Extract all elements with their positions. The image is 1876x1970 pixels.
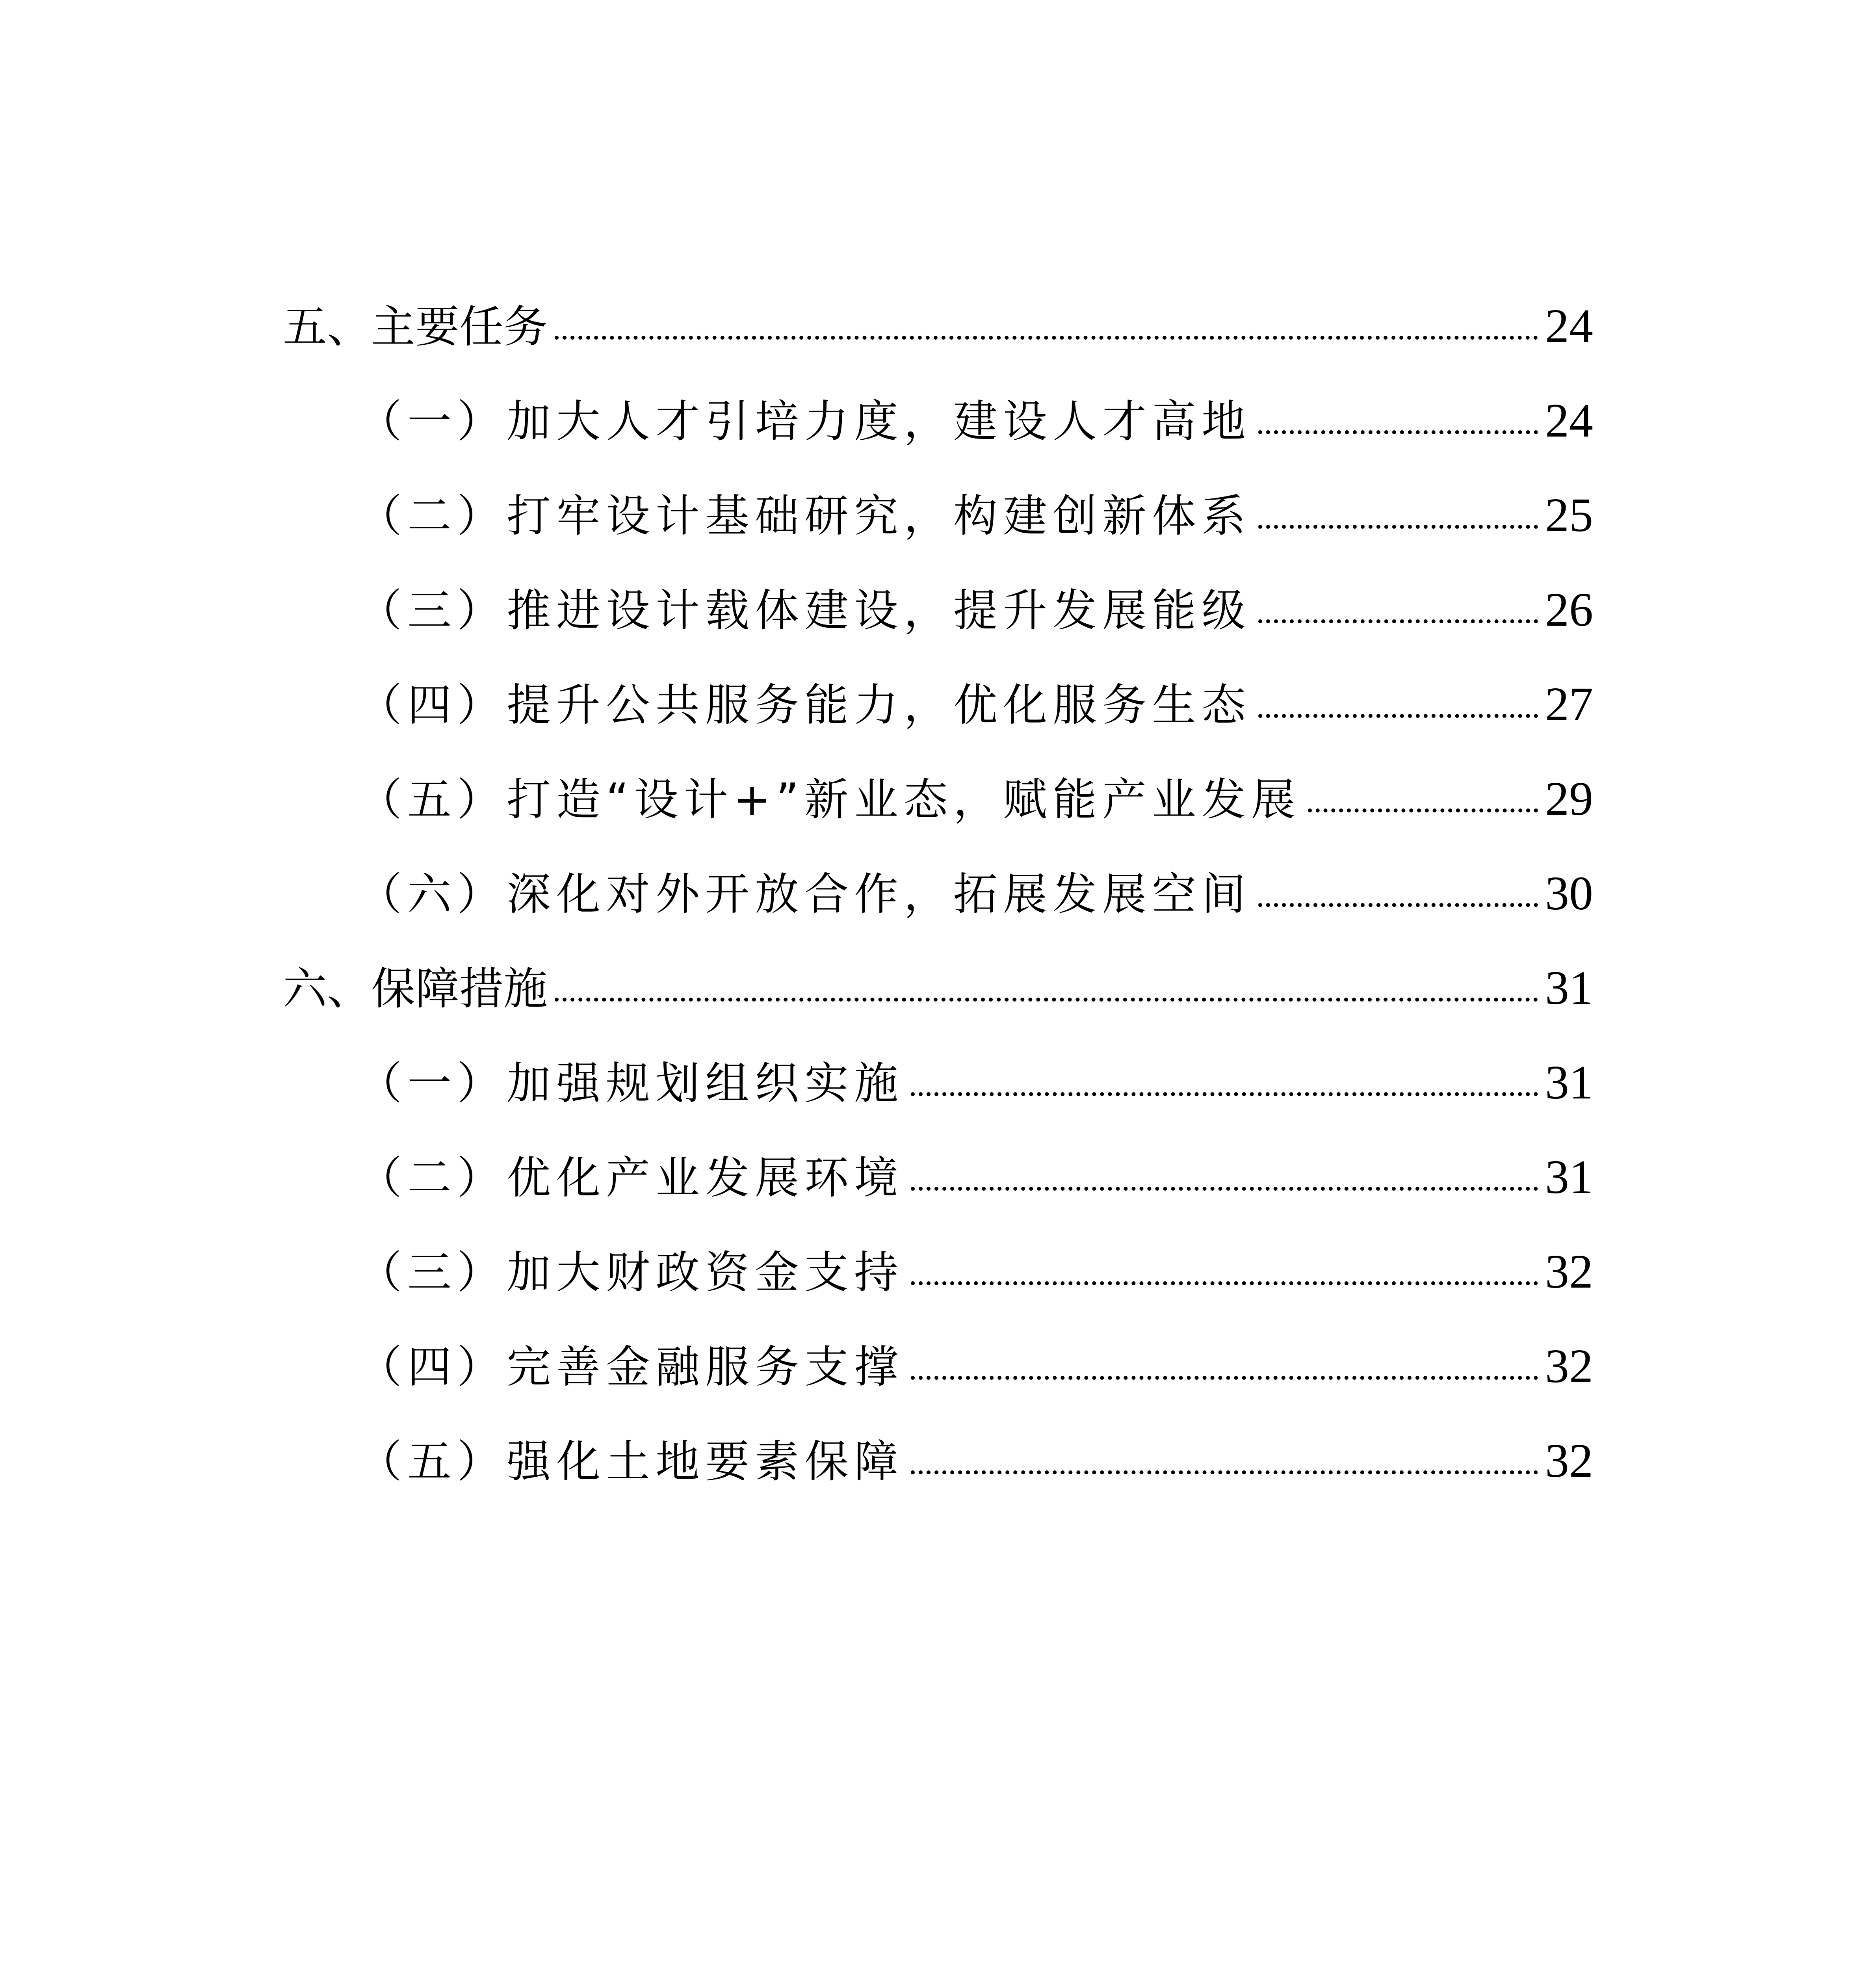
- toc-entry-title: （六）深化对外开放合作，拓展发展空间: [358, 869, 1251, 920]
- toc-entry-page: 25: [1545, 489, 1593, 542]
- toc-entry-title: 六、保障措施: [283, 963, 548, 1015]
- toc-entry-title: （二）打牢设计基础研究，构建创新体系: [358, 491, 1251, 542]
- toc-entry-page: 32: [1545, 1434, 1593, 1487]
- toc-dot-leader: [911, 1092, 1538, 1096]
- toc-entry-page: 31: [1545, 961, 1593, 1015]
- toc-entry-title: （三）加大财政资金支持: [358, 1247, 904, 1298]
- toc-entry-title: （五）强化土地要素保障: [358, 1436, 904, 1487]
- toc-entry-section-5[interactable]: [283, 292, 1593, 370]
- toc-entry-6-3[interactable]: [283, 1237, 1593, 1316]
- toc-entry-page: 26: [1545, 583, 1593, 636]
- toc-dot-leader: [555, 336, 1538, 340]
- toc-entry-title: （一）加强规划组织实施: [358, 1058, 904, 1109]
- toc-entry-page: 29: [1545, 772, 1593, 825]
- toc-entry-5-3[interactable]: [283, 575, 1593, 654]
- toc-entry-title: （五）打造“设计+”新业态，赋能产业发展: [358, 774, 1301, 825]
- toc-entry-title: 五、主要任务: [283, 301, 548, 353]
- toc-entry-6-2[interactable]: [283, 1143, 1593, 1221]
- toc-dot-leader: [911, 1281, 1538, 1285]
- toc-entry-title: （二）优化产业发展环境: [358, 1152, 904, 1204]
- toc-dot-leader: [911, 1376, 1538, 1380]
- toc-dot-leader: [555, 998, 1538, 1002]
- toc-entry-section-6[interactable]: [283, 953, 1593, 1032]
- toc-entry-page: 31: [1545, 1056, 1593, 1109]
- toc-entry-page: 32: [1545, 1340, 1593, 1393]
- toc-dot-leader: [1258, 525, 1538, 529]
- toc-entry-6-4[interactable]: [283, 1332, 1593, 1411]
- toc-entry-page: 24: [1545, 394, 1593, 447]
- toc-dot-leader: [1258, 430, 1538, 434]
- toc-dot-leader: [1258, 903, 1538, 907]
- toc-entry-page: 27: [1545, 678, 1593, 731]
- toc-dot-leader: [911, 1187, 1538, 1191]
- toc-dot-leader: [1258, 714, 1538, 718]
- toc-entry-5-4[interactable]: [283, 670, 1593, 749]
- toc-entry-title: （三）推进设计载体建设，提升发展能级: [358, 585, 1251, 636]
- toc-entry-5-6[interactable]: [283, 859, 1593, 938]
- toc-entry-title: （一）加大人才引培力度，建设人才高地: [358, 396, 1251, 447]
- toc-entry-page: 30: [1545, 867, 1593, 920]
- toc-entry-page: 24: [1545, 299, 1593, 353]
- toc-entry-5-5[interactable]: [283, 764, 1593, 843]
- toc-entry-5-1[interactable]: [283, 386, 1593, 465]
- toc-entry-5-2[interactable]: [283, 481, 1593, 559]
- toc-entry-page: 31: [1545, 1150, 1593, 1204]
- toc-entry-page: 32: [1545, 1245, 1593, 1298]
- table-of-contents: [283, 0, 1593, 1576]
- toc-entry-6-5[interactable]: [283, 1426, 1593, 1505]
- toc-entry-title: （四）完善金融服务支撑: [358, 1342, 904, 1393]
- toc-entry-6-1[interactable]: [283, 1048, 1593, 1127]
- toc-dot-leader: [1308, 808, 1538, 812]
- toc-entry-title: （四）提升公共服务能力，优化服务生态: [358, 680, 1251, 731]
- toc-dot-leader: [911, 1470, 1538, 1474]
- toc-dot-leader: [1258, 619, 1538, 623]
